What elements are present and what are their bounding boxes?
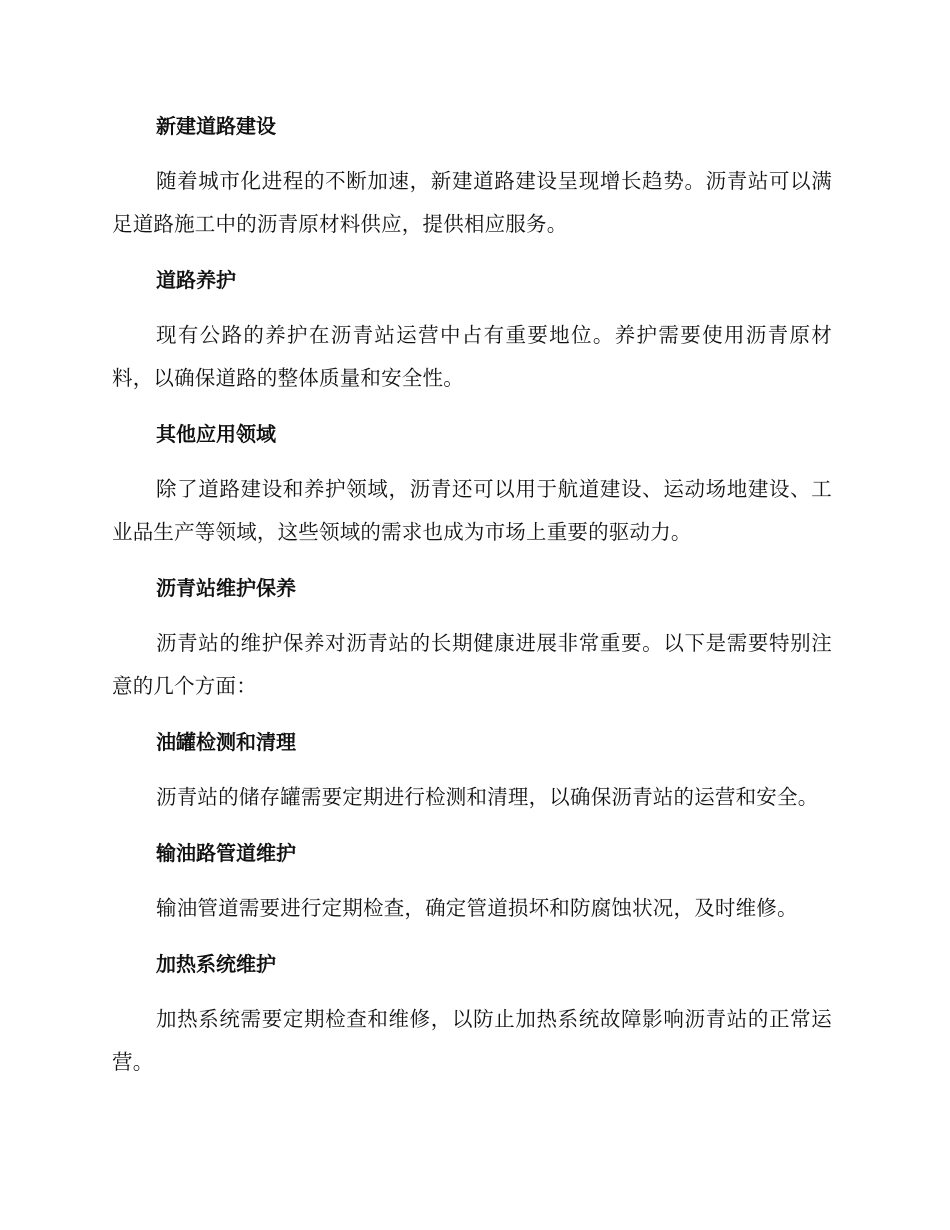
section-paragraph: 现有公路的养护在沥青站运营中占有重要地位。养护需要使用沥青原材料，以确保道路的整体质量和安全性。 — [112, 323, 832, 390]
section-paragraph: 加热系统需要定期检查和维修，以防止加热系统故障影响沥青站的正常运营。 — [112, 1007, 832, 1074]
section-paragraph: 随着城市化进程的不断加速，新建道路建设呈现增长趋势。沥青站可以满足道路施工中的沥青原材料供应，提供相应服务。 — [112, 169, 832, 236]
section-heading: 其他应用领域 — [156, 422, 276, 446]
section-tank-inspection — [112, 724, 832, 819]
section-road-maintenance — [112, 262, 832, 400]
section-heading: 油罐检测和清理 — [156, 730, 296, 754]
section-heading: 沥青站维护保养 — [156, 576, 296, 600]
section-heading: 输油路管道维护 — [156, 841, 296, 865]
section-heading: 加热系统维护 — [156, 952, 276, 976]
document-body — [112, 108, 832, 1100]
section-heading: 道路养护 — [156, 268, 236, 292]
section-other-applications — [112, 416, 832, 554]
section-heating-system-maintenance — [112, 946, 832, 1084]
section-paragraph: 沥青站的储存罐需要定期进行检测和清理，以确保沥青站的运营和安全。 — [156, 785, 819, 809]
section-heading: 新建道路建设 — [156, 114, 276, 138]
section-pipeline-maintenance — [112, 835, 832, 930]
section-paragraph: 输油管道需要进行定期检查，确定管道损坏和防腐蚀状况，及时维修。 — [156, 896, 798, 920]
section-paragraph: 沥青站的维护保养对沥青站的长期健康进展非常重要。以下是需要特别注意的几个方面： — [112, 631, 832, 698]
section-paragraph: 除了道路建设和养护领域，沥青还可以用于航道建设、运动场地建设、工业品生产等领域，这些领域的需求也成为市场上重要的驱动力。 — [112, 477, 832, 544]
section-station-maintenance — [112, 570, 832, 708]
section-new-road-construction — [112, 108, 832, 246]
